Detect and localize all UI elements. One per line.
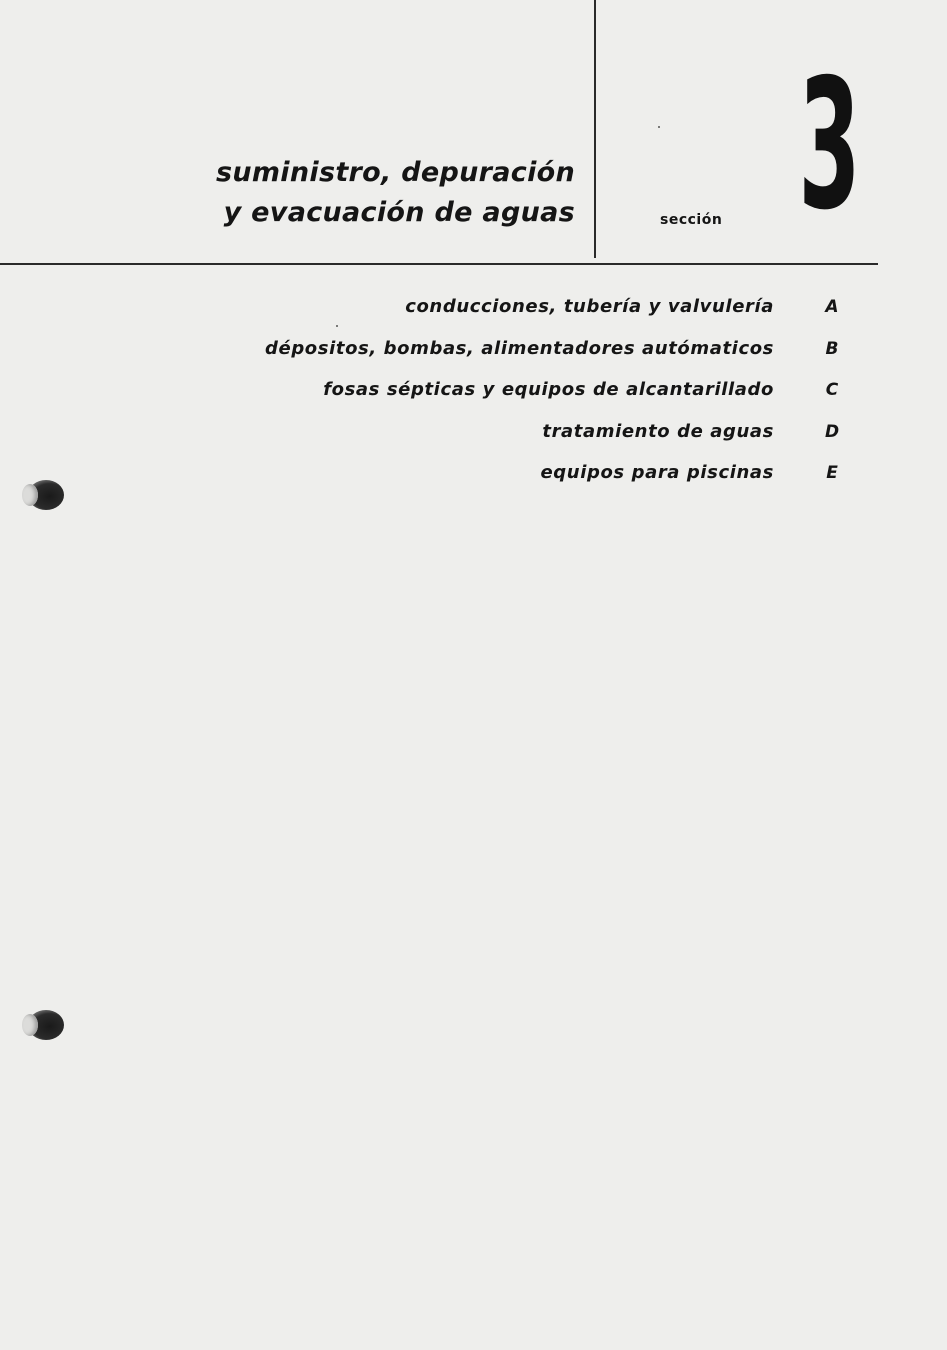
toc-item-letter: C [825, 380, 839, 400]
toc-item-label: dépositos, bombas, alimentadores autómaticos [265, 338, 774, 359]
section-label: sección [660, 212, 723, 228]
paper-speck [336, 325, 338, 327]
toc-item-b [0, 334, 947, 364]
page-title-line-2: y evacuación de aguas [223, 197, 575, 228]
punch-hole-bottom [28, 1010, 64, 1040]
toc-item-label: conducciones, tubería y valvulería [405, 296, 774, 317]
paper-speck [658, 126, 660, 128]
toc-item-letter: D [824, 422, 840, 442]
page-title [216, 153, 575, 233]
toc-item-letter: B [825, 339, 839, 359]
toc-item-e [0, 458, 947, 488]
horizontal-divider [0, 263, 878, 265]
toc-item-label: equipos para piscinas [540, 462, 774, 483]
section-number: 3 [798, 39, 861, 250]
punch-hole-top [28, 480, 64, 510]
page-title-line-1: suministro, depuración [215, 157, 575, 188]
toc-item-d [0, 417, 947, 447]
vertical-divider [594, 0, 596, 258]
toc-item-a [0, 292, 947, 322]
toc-item-label: tratamiento de aguas [542, 421, 774, 442]
toc-item-c [0, 375, 947, 405]
toc-item-letter: A [825, 297, 839, 317]
toc-item-label: fosas sépticas y equipos de alcantarillado [323, 379, 774, 400]
toc-item-letter: E [826, 463, 838, 483]
